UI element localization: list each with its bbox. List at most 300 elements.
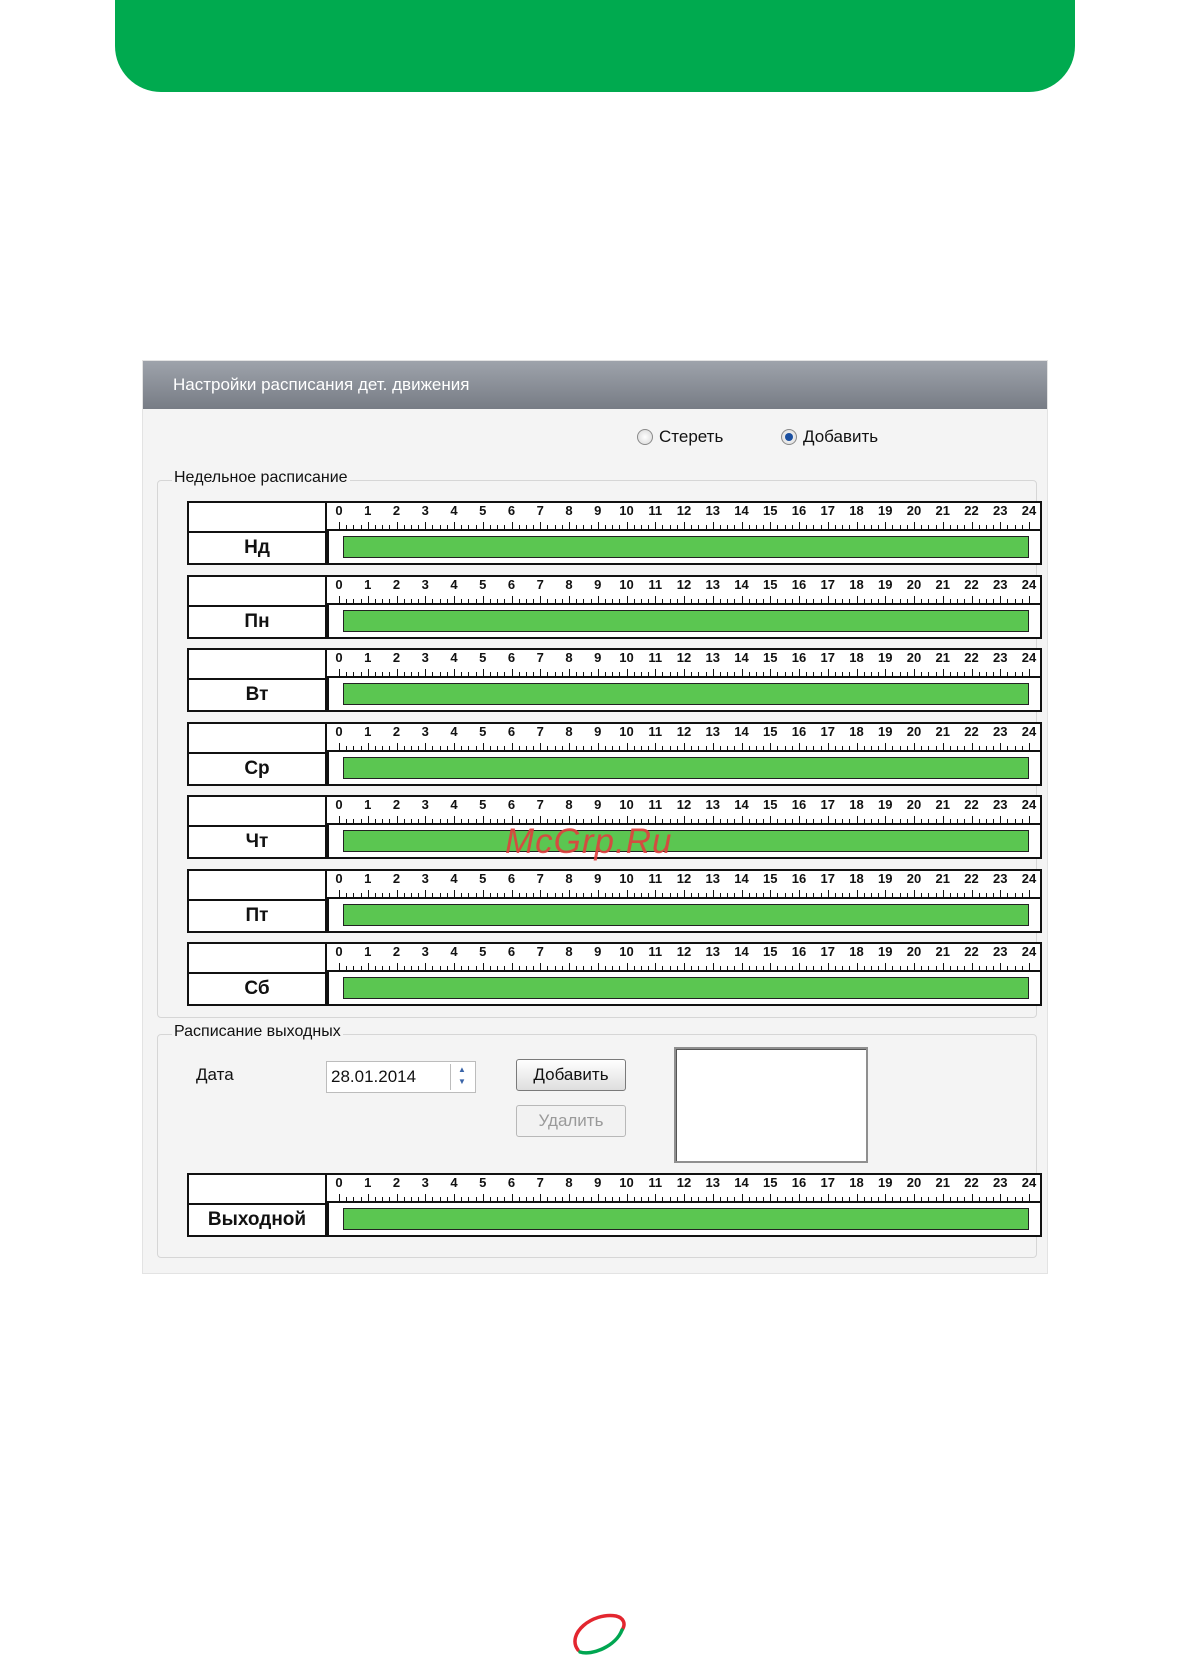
hour-tick-label: 19 (878, 1175, 893, 1190)
ruler-tick (454, 596, 455, 603)
ruler-tick (540, 596, 541, 603)
ruler-tick (972, 816, 973, 823)
hour-tick-label: 2 (392, 1175, 401, 1190)
hour-tick-label: 5 (479, 797, 487, 812)
hour-tick-label: 9 (594, 576, 602, 592)
hour-tick-label: 14 (734, 576, 749, 592)
ruler-tick (368, 743, 369, 750)
hour-tick-label: 0 (335, 870, 343, 886)
hour-tick-label: 16 (791, 1175, 807, 1190)
active-schedule-bar[interactable] (343, 536, 1029, 558)
ruler-tick (483, 596, 484, 603)
schedule-track[interactable] (327, 823, 1042, 859)
ruler-tick (684, 522, 685, 529)
day-label: Вт (187, 678, 327, 712)
ruler-tick (857, 743, 858, 750)
hour-tick-label: 11 (648, 1175, 663, 1190)
ruler-tick (512, 669, 513, 676)
hour-tick-label: 14 (734, 650, 749, 665)
hour-tick-label: 17 (820, 650, 835, 665)
ruler-tick (857, 596, 858, 603)
hour-tick-label: 5 (479, 723, 487, 739)
hour-tick-label: 20 (906, 944, 922, 959)
ruler-tick (598, 743, 599, 750)
hour-tick-label: 23 (993, 576, 1008, 592)
hour-tick-label: 2 (392, 650, 401, 665)
ruler-tick (1000, 596, 1001, 603)
ruler-tick (569, 890, 570, 897)
ruler-tick (397, 963, 398, 970)
ruler-tick (627, 522, 628, 529)
hour-tick-label: 23 (993, 944, 1008, 959)
hour-tick-label: 18 (849, 1175, 864, 1190)
ruler-tick (684, 596, 685, 603)
ruler-tick (540, 890, 541, 897)
hour-tick-label: 12 (676, 723, 692, 739)
hour-tick-label: 20 (906, 870, 922, 886)
ruler-tick (655, 1194, 656, 1201)
ruler-tick (857, 1194, 858, 1201)
schedule-track[interactable] (327, 897, 1042, 933)
dialog-title: Настройки расписания дет. движения (143, 361, 1047, 409)
ruler-tick (857, 522, 858, 529)
hour-tick-label: 19 (878, 944, 893, 959)
hour-tick-label: 10 (619, 503, 634, 518)
hour-tick-label: 24 (1021, 1175, 1037, 1190)
hour-tick-label: 0 (335, 503, 343, 518)
ruler-tick (972, 743, 973, 750)
hour-tick-label: 10 (619, 797, 634, 812)
timeline-corner (187, 575, 327, 605)
hour-tick-label: 20 (906, 1175, 922, 1190)
ruler-tick (569, 522, 570, 529)
ruler-tick (339, 963, 340, 970)
hour-tick-label: 0 (335, 1175, 343, 1190)
hour-tick-label: 22 (964, 1175, 979, 1190)
ruler-tick (943, 816, 944, 823)
ruler-tick (1029, 596, 1030, 603)
ruler-tick (1000, 669, 1001, 676)
hour-tick-label: 19 (878, 503, 893, 518)
active-schedule-bar[interactable] (343, 830, 1029, 852)
ruler-tick (425, 743, 426, 750)
ruler-tick (655, 963, 656, 970)
hour-tick-label: 7 (536, 944, 544, 959)
active-schedule-bar[interactable] (343, 977, 1029, 999)
add-radio-icon (781, 429, 797, 445)
hour-tick-label: 10 (619, 944, 634, 959)
holiday-date-list[interactable] (674, 1047, 868, 1163)
day-label: Чт (187, 825, 327, 859)
ruler-tick (914, 963, 915, 970)
hour-tick-label: 9 (594, 723, 602, 739)
hour-tick-label: 17 (820, 797, 835, 812)
ruler-tick (425, 816, 426, 823)
add-holiday-button[interactable]: Добавить (516, 1059, 626, 1091)
ruler-tick (397, 816, 398, 823)
day-timeline (187, 575, 1042, 639)
hour-tick-label: 4 (450, 650, 458, 665)
ruler-tick (943, 743, 944, 750)
ruler-tick (972, 963, 973, 970)
ruler-tick (483, 890, 484, 897)
hour-tick-label: 12 (676, 797, 692, 812)
ruler-tick (684, 1194, 685, 1201)
hour-tick-label: 4 (450, 870, 458, 886)
hour-tick-label: 14 (734, 944, 749, 959)
ruler-tick (512, 596, 513, 603)
ruler-tick (598, 522, 599, 529)
hour-tick-label: 22 (964, 944, 979, 959)
hour-tick-label: 7 (536, 503, 544, 518)
hour-tick-label: 8 (565, 723, 573, 739)
hour-tick-label: 10 (619, 870, 634, 886)
hour-tick-label: 23 (993, 503, 1008, 518)
hour-tick-label: 17 (820, 1175, 835, 1190)
hour-tick-label: 16 (791, 723, 807, 739)
ruler-tick (799, 522, 800, 529)
ruler-tick (770, 669, 771, 676)
ruler-tick (914, 669, 915, 676)
hour-tick-label: 3 (421, 797, 429, 812)
hour-tick-label: 17 (820, 723, 835, 739)
hour-ruler (335, 869, 1037, 897)
hour-tick-label: 7 (536, 723, 544, 739)
ruler-tick (483, 669, 484, 676)
ruler-tick (770, 596, 771, 603)
hour-tick-label: 3 (421, 723, 429, 739)
mode-selector (143, 425, 1047, 449)
ruler-tick (799, 596, 800, 603)
hour-tick-label: 24 (1021, 944, 1037, 959)
hour-tick-label: 8 (565, 650, 573, 665)
ruler-tick (799, 669, 800, 676)
ruler-tick (684, 816, 685, 823)
ruler-tick (454, 816, 455, 823)
ruler-tick (483, 522, 484, 529)
hour-tick-label: 13 (705, 650, 720, 665)
ruler-tick (368, 963, 369, 970)
schedule-track[interactable] (327, 529, 1042, 565)
day-label: Ср (187, 752, 327, 786)
hour-tick-label: 20 (906, 503, 922, 518)
add-radio[interactable] (781, 427, 878, 447)
hour-tick-label: 23 (993, 650, 1008, 665)
active-schedule-bar[interactable] (343, 904, 1029, 926)
day-timeline (187, 648, 1042, 712)
ruler-tick (684, 669, 685, 676)
ruler-tick (770, 963, 771, 970)
ruler-tick (828, 596, 829, 603)
ruler-tick (569, 743, 570, 750)
hour-tick-label: 23 (993, 870, 1008, 886)
ruler-tick (540, 1194, 541, 1201)
brand-logo-icon (570, 1612, 628, 1656)
hour-tick-label: 10 (619, 650, 634, 665)
hour-tick-label: 8 (565, 797, 573, 812)
hour-tick-label: 15 (763, 576, 778, 592)
hour-tick-label: 2 (392, 723, 401, 739)
hour-tick-label: 16 (791, 576, 807, 592)
ruler-tick (540, 669, 541, 676)
ruler-tick (598, 596, 599, 603)
timeline-corner (187, 869, 327, 899)
hour-tick-label: 1 (364, 723, 372, 739)
ruler-tick (368, 669, 369, 676)
ruler-tick (368, 890, 369, 897)
hour-tick-label: 21 (935, 797, 950, 812)
schedule-track[interactable] (327, 676, 1042, 712)
delete-holiday-button[interactable]: Удалить (516, 1105, 626, 1137)
hour-tick-label: 18 (849, 870, 864, 886)
ruler-tick (397, 669, 398, 676)
ruler-tick (397, 522, 398, 529)
ruler-tick (598, 890, 599, 897)
ruler-tick (742, 963, 743, 970)
hour-tick-label: 24 (1021, 723, 1037, 739)
hour-tick-label: 16 (791, 870, 807, 886)
hour-tick-label: 13 (705, 797, 720, 812)
spin-down-icon[interactable]: ▼ (458, 1077, 466, 1086)
schedule-track[interactable] (327, 603, 1042, 639)
ruler-tick (713, 816, 714, 823)
ruler-tick (397, 1194, 398, 1201)
hour-tick-label: 24 (1021, 650, 1037, 665)
hour-tick-label: 17 (820, 870, 835, 886)
ruler-tick (857, 816, 858, 823)
ruler-tick (972, 522, 973, 529)
erase-radio-label: Стереть (659, 427, 724, 446)
spin-up-icon[interactable]: ▲ (458, 1065, 466, 1074)
ruler-tick (713, 963, 714, 970)
ruler-tick (569, 963, 570, 970)
ruler-tick (770, 743, 771, 750)
hour-tick-label: 0 (335, 576, 343, 592)
day-timeline (187, 869, 1042, 933)
hour-tick-label: 0 (335, 797, 343, 812)
ruler-tick (655, 669, 656, 676)
day-label: Выходной (187, 1203, 327, 1237)
hour-tick-label: 19 (878, 870, 893, 886)
hour-tick-label: 6 (507, 1175, 516, 1190)
hour-tick-label: 10 (619, 576, 634, 592)
ruler-tick (770, 816, 771, 823)
ruler-tick (885, 963, 886, 970)
active-schedule-bar[interactable] (343, 757, 1029, 779)
hour-tick-label: 1 (364, 944, 372, 959)
ruler-tick (483, 963, 484, 970)
hour-tick-label: 5 (479, 944, 487, 959)
day-timeline (187, 722, 1042, 786)
ruler-tick (713, 1194, 714, 1201)
ruler-tick (684, 963, 685, 970)
hour-tick-label: 21 (935, 650, 950, 665)
ruler-tick (914, 816, 915, 823)
hour-tick-label: 20 (906, 797, 922, 812)
hour-tick-label: 14 (734, 797, 749, 812)
hour-tick-label: 16 (791, 503, 807, 518)
hour-tick-label: 12 (676, 650, 692, 665)
ruler-tick (655, 596, 656, 603)
hour-ruler (335, 648, 1037, 676)
ruler-tick (828, 669, 829, 676)
hour-tick-label: 13 (705, 944, 720, 959)
ruler-tick (483, 743, 484, 750)
hour-ruler (335, 501, 1037, 529)
ruler-tick (454, 522, 455, 529)
active-schedule-bar[interactable] (343, 1208, 1029, 1230)
ruler-tick (1029, 890, 1030, 897)
ruler-tick (972, 669, 973, 676)
ruler-tick (943, 522, 944, 529)
ruler-tick (799, 743, 800, 750)
ruler-tick (397, 596, 398, 603)
hour-tick-label: 14 (734, 870, 749, 886)
hour-tick-label: 21 (935, 870, 950, 886)
ruler-tick (713, 596, 714, 603)
ruler-tick (1029, 522, 1030, 529)
hour-ruler (335, 575, 1037, 603)
hour-tick-label: 18 (849, 723, 864, 739)
ruler-tick (454, 890, 455, 897)
schedule-track[interactable] (327, 1201, 1042, 1237)
hour-tick-label: 3 (421, 650, 429, 665)
hour-tick-label: 19 (878, 650, 893, 665)
hour-tick-label: 8 (565, 576, 573, 592)
hour-tick-label: 12 (676, 870, 692, 886)
holiday-timeline (187, 1173, 1042, 1237)
ruler-tick (655, 522, 656, 529)
hour-tick-label: 14 (734, 1175, 749, 1190)
day-label: Нд (187, 531, 327, 565)
schedule-track[interactable] (327, 750, 1042, 786)
timeline-corner (187, 795, 327, 825)
ruler-tick (799, 963, 800, 970)
ruler-tick (857, 890, 858, 897)
hour-tick-label: 21 (935, 503, 950, 518)
ruler-tick (454, 1194, 455, 1201)
hour-tick-label: 2 (392, 870, 401, 886)
erase-radio[interactable] (637, 427, 723, 447)
ruler-tick (684, 743, 685, 750)
ruler-tick (857, 669, 858, 676)
ruler-tick (569, 669, 570, 676)
hour-tick-label: 11 (648, 650, 663, 665)
hour-tick-label: 9 (594, 870, 602, 886)
hour-tick-label: 13 (705, 503, 720, 518)
hour-tick-label: 16 (791, 650, 807, 665)
ruler-tick (972, 596, 973, 603)
ruler-tick (885, 596, 886, 603)
ruler-tick (770, 890, 771, 897)
ruler-tick (454, 963, 455, 970)
hour-tick-label: 15 (763, 503, 778, 518)
hour-tick-label: 2 (392, 503, 401, 518)
date-input[interactable] (326, 1061, 476, 1093)
hour-tick-label: 19 (878, 723, 893, 739)
hour-tick-label: 15 (763, 870, 778, 886)
ruler-tick (943, 963, 944, 970)
timeline-corner (187, 648, 327, 678)
hour-tick-label: 14 (734, 503, 749, 518)
hour-tick-label: 18 (849, 797, 864, 812)
ruler-tick (627, 596, 628, 603)
ruler-tick (425, 963, 426, 970)
hour-tick-label: 20 (906, 576, 922, 592)
ruler-tick (368, 816, 369, 823)
hour-tick-label: 18 (849, 650, 864, 665)
schedule-track[interactable] (327, 970, 1042, 1006)
hour-tick-label: 5 (479, 503, 487, 518)
hour-tick-label: 5 (479, 1175, 487, 1190)
ruler-tick (1000, 743, 1001, 750)
ruler-tick (368, 522, 369, 529)
hour-tick-label: 21 (935, 1175, 950, 1190)
hour-tick-label: 19 (878, 797, 893, 812)
ruler-tick (425, 522, 426, 529)
ruler-tick (885, 816, 886, 823)
weekly-schedule-group (157, 469, 1037, 1018)
erase-radio-icon (637, 429, 653, 445)
hour-tick-label: 7 (536, 870, 544, 886)
ruler-tick (512, 890, 513, 897)
holiday-schedule-group (157, 1023, 1037, 1258)
ruler-tick (799, 816, 800, 823)
hour-tick-label: 11 (648, 723, 663, 739)
ruler-tick (684, 890, 685, 897)
hour-tick-label: 2 (392, 944, 401, 959)
hour-tick-label: 20 (906, 650, 922, 665)
ruler-tick (885, 522, 886, 529)
hour-tick-label: 4 (450, 723, 458, 739)
active-schedule-bar[interactable] (343, 610, 1029, 632)
hour-tick-label: 3 (421, 870, 429, 886)
hour-tick-label: 21 (935, 576, 950, 592)
ruler-tick (713, 522, 714, 529)
hour-tick-label: 15 (763, 723, 778, 739)
ruler-tick (914, 743, 915, 750)
date-value: 28.01.2014 (331, 1067, 417, 1086)
active-schedule-bar[interactable] (343, 683, 1029, 705)
ruler-tick (540, 743, 541, 750)
hour-tick-label: 8 (565, 1175, 573, 1190)
hour-ruler (335, 1173, 1037, 1201)
hour-tick-label: 9 (594, 503, 602, 518)
hour-tick-label: 4 (450, 1175, 458, 1190)
hour-tick-label: 7 (536, 1175, 544, 1190)
ruler-tick (368, 1194, 369, 1201)
ruler-tick (742, 669, 743, 676)
hour-tick-label: 17 (820, 576, 835, 592)
ruler-tick (627, 743, 628, 750)
ruler-tick (914, 1194, 915, 1201)
hour-tick-label: 1 (364, 576, 372, 592)
date-spinner[interactable] (450, 1064, 473, 1090)
ruler-tick (598, 669, 599, 676)
hour-tick-label: 11 (648, 503, 663, 518)
hour-tick-label: 9 (594, 650, 602, 665)
hour-tick-label: 5 (479, 650, 487, 665)
hour-tick-label: 15 (763, 1175, 778, 1190)
hour-tick-label: 10 (619, 1175, 634, 1190)
hour-tick-label: 13 (705, 1175, 720, 1190)
hour-tick-label: 4 (450, 576, 458, 592)
green-header-banner (115, 0, 1075, 92)
ruler-tick (339, 816, 340, 823)
ruler-tick (1000, 816, 1001, 823)
hour-ruler (335, 942, 1037, 970)
hour-tick-label: 22 (964, 870, 979, 886)
